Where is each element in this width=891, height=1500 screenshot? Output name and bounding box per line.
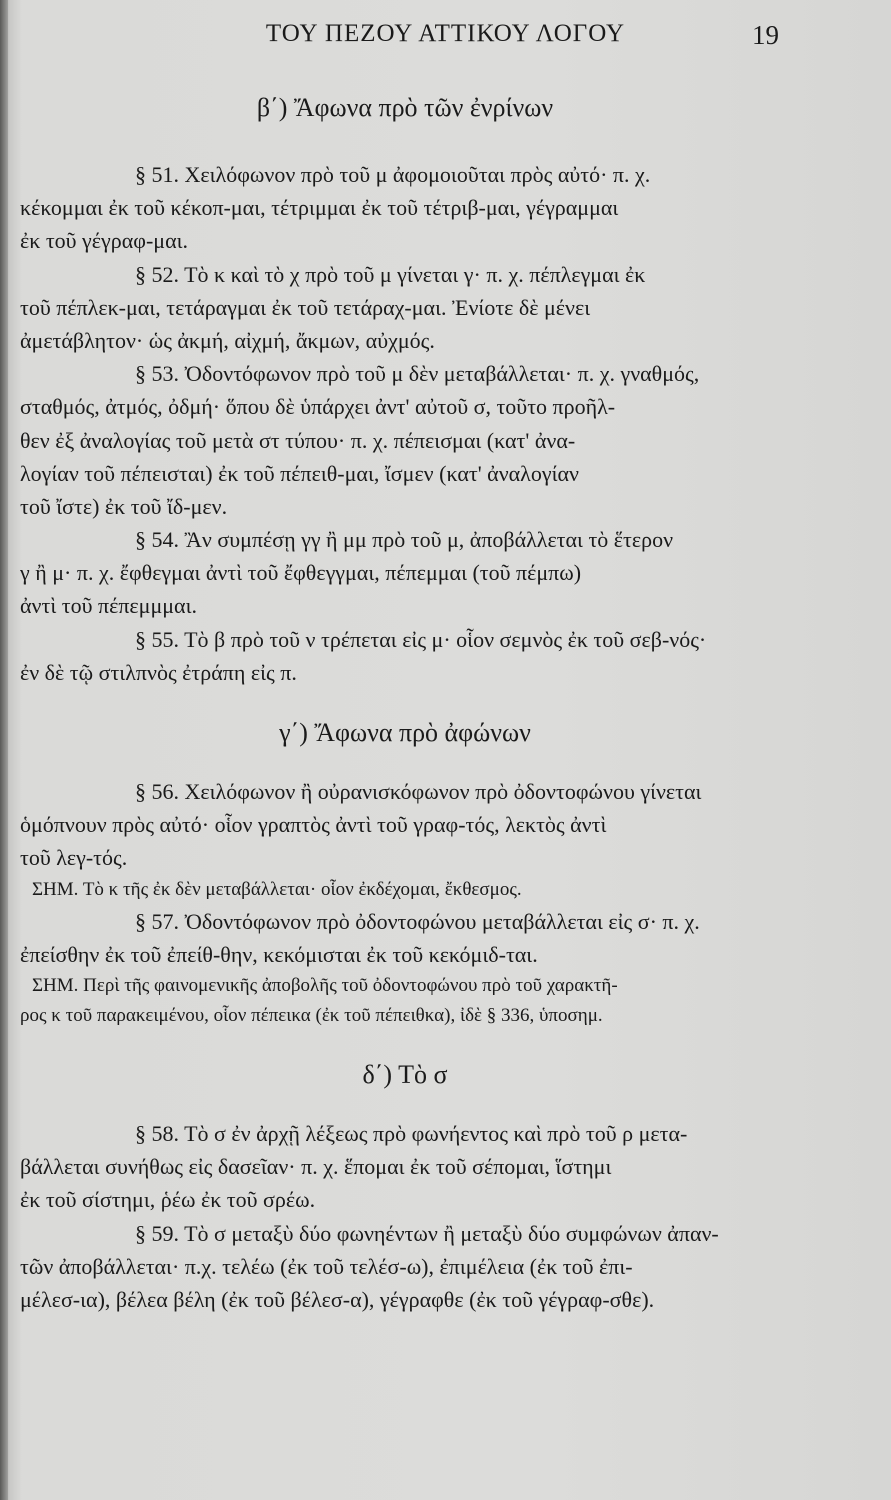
text-line: τοῦ ἴστε) ἐκ τοῦ ἴδ-μεν. <box>20 493 228 519</box>
text-line: § 52. Τὸ κ καὶ τὸ χ πρὸ τοῦ μ γίνεται γ· π. χ. πέπλεγμαι ἐκ <box>135 261 646 287</box>
section-heading: δ΄) Τὸ σ <box>362 1059 448 1089</box>
running-title: ΤΟΥ ΠΕΖΟΥ ΑΤΤΙΚΟΥ ΛΟΓΟΥ <box>265 20 626 47</box>
text-line: ΣΗΜ. Περὶ τῆς φαινομενικῆς ἀποβολῆς τοῦ ὀδοντοφώνου πρὸ τοῦ χαρακτῆ- <box>32 974 618 996</box>
text-line: § 57. Ὀδοντόφωνον πρὸ ὀδοντοφώνου μεταβάλλεται εἰς σ· π. χ. <box>135 908 700 934</box>
text-line: τοῦ πέπλεκ-μαι, τετάραγμαι ἐκ τοῦ τετάραχ-μαι. Ἐνίοτε δὲ μένει <box>20 294 591 320</box>
text-line: § 51. Χειλόφωνον πρὸ τοῦ μ ἀφομοιοῦται πρὸς αὐτό· π. χ. <box>135 162 651 187</box>
text-line: ὁμόπνουν πρὸς αὐτό· οἷον γραπτὸς ἀντὶ τοῦ γραφ-τός, λεκτὸς ἀντὶ <box>20 812 607 838</box>
text-line: § 55. Τὸ β πρὸ τοῦ ν τρέπεται εἰς μ· οἷον σεμνὸς ἐκ τοῦ σεβ-νός· <box>135 626 707 652</box>
paragraph <box>20 158 790 258</box>
text-line: τῶν ἀποβάλλεται· π.χ. τελέω (ἐκ τοῦ τελέσ-ω), ἐπιμέλεια (ἐκ τοῦ ἐπι- <box>20 1253 633 1279</box>
note-paragraph <box>20 971 790 1031</box>
text-line: ἐν δὲ τῷ στιλπνὸς ἐτράπη εἰς π. <box>20 659 297 685</box>
paragraph <box>20 775 790 875</box>
text-line: κέκομμαι ἐκ τοῦ κέκοπ-μαι, τέτριμμαι ἐκ τοῦ τέτριβ-μαι, γέγραμμαι <box>20 195 619 221</box>
text-line: λογίαν τοῦ πέπεισται) ἐκ τοῦ πέπειθ-μαι, ἴσμεν (κατ' ἀναλογίαν <box>20 460 579 486</box>
text-line: ἐκ τοῦ γέγραφ-μαι. <box>20 228 189 254</box>
text-line: ἐκ τοῦ σίστημι, ῥέω ἐκ τοῦ σρέω. <box>20 1187 316 1213</box>
paragraph <box>20 623 790 689</box>
text-line: βάλλεται συνήθως εἰς δασεῖαν· π. χ. ἕπομαι ἐκ τοῦ σέπομαι, ἵστημι <box>20 1154 612 1180</box>
paragraph <box>20 1217 790 1317</box>
note-paragraph <box>20 875 790 905</box>
page-number: 19 <box>752 20 779 50</box>
text-line: ἀντὶ τοῦ πέπεμμμαι. <box>20 593 197 619</box>
paragraph <box>20 905 790 971</box>
text-line: ΣΗΜ. Τὸ κ τῆς ἐκ δὲν μεταβάλλεται· οἷον ἐκδέχομαι, ἔκθεσμος. <box>32 878 522 900</box>
paragraph <box>20 523 790 623</box>
text-line: γ ἢ μ· π. χ. ἔφθεγμαι ἀντὶ τοῦ ἔφθεγγμαι, πέπεμμαι (τοῦ πέμπω) <box>20 560 582 586</box>
text-line: § 53. Ὀδοντόφωνον πρὸ τοῦ μ δὲν μεταβάλλεται· π. χ. γναθμός, <box>135 361 700 387</box>
text-line: ἐπείσθην ἐκ τοῦ ἐπείθ-θην, κεκόμισται ἐκ τοῦ κεκόμιδ-ται. <box>20 941 538 967</box>
text-line: μέλεσ-ια), βέλεα βέλη (ἐκ τοῦ βέλεσ-α), γέγραφθε (ἐκ τοῦ γέγραφ-σθε). <box>20 1286 655 1312</box>
text-line: § 54. Ἂν συμπέσῃ γγ ἢ μμ πρὸ τοῦ μ, ἀποβάλλεται τὸ ἕτερον <box>135 527 674 553</box>
text-line: ἀμετάβλητον· ὡς ἀκμή, αἰχμή, ἄκμων, αὐχμός. <box>20 327 435 353</box>
page-body <box>20 88 790 1316</box>
text-line: τοῦ λεγ-τός. <box>20 845 128 871</box>
paragraph <box>20 1117 790 1217</box>
page-edge-shadow <box>0 0 8 1500</box>
text-line: σταθμός, ἀτμός, ὀδμή· ὅπου δὲ ὑπάρχει ἀντ' αὐτοῦ σ, τοῦτο προῆλ- <box>20 394 616 420</box>
text-line: ρος κ τοῦ παρακειμένου, οἷον πέπεικα (ἐκ τοῦ πέπειθκα), ἰδὲ § 336, ὑποσημ. <box>20 1004 603 1026</box>
paragraph <box>20 258 790 358</box>
running-header <box>0 18 891 52</box>
paragraph <box>20 357 790 523</box>
text-line: θεν ἐξ ἀναλογίας τοῦ μετὰ στ τύπου· π. χ. πέπεισμαι (κατ' ἀνα- <box>20 427 576 453</box>
section-heading: β΄) Ἄφωνα πρὸ τῶν ἐνρίνων <box>256 93 554 122</box>
text-line: § 56. Χειλόφωνον ἢ οὐρανισκόφωνον πρὸ ὀδοντοφώνου γίνεται <box>135 779 702 804</box>
text-line: § 58. Τὸ σ ἐν ἀρχῇ λέξεως πρὸ φωνήεντος καὶ πρὸ τοῦ ρ μετα- <box>135 1120 688 1146</box>
text-line: § 59. Τὸ σ μεταξὺ δύο φωνηέντων ἢ μεταξὺ δύο συμφώνων ἀπαν- <box>135 1220 719 1246</box>
section-heading: γ΄) Ἄφωνα πρὸ ἀφώνων <box>279 718 531 747</box>
